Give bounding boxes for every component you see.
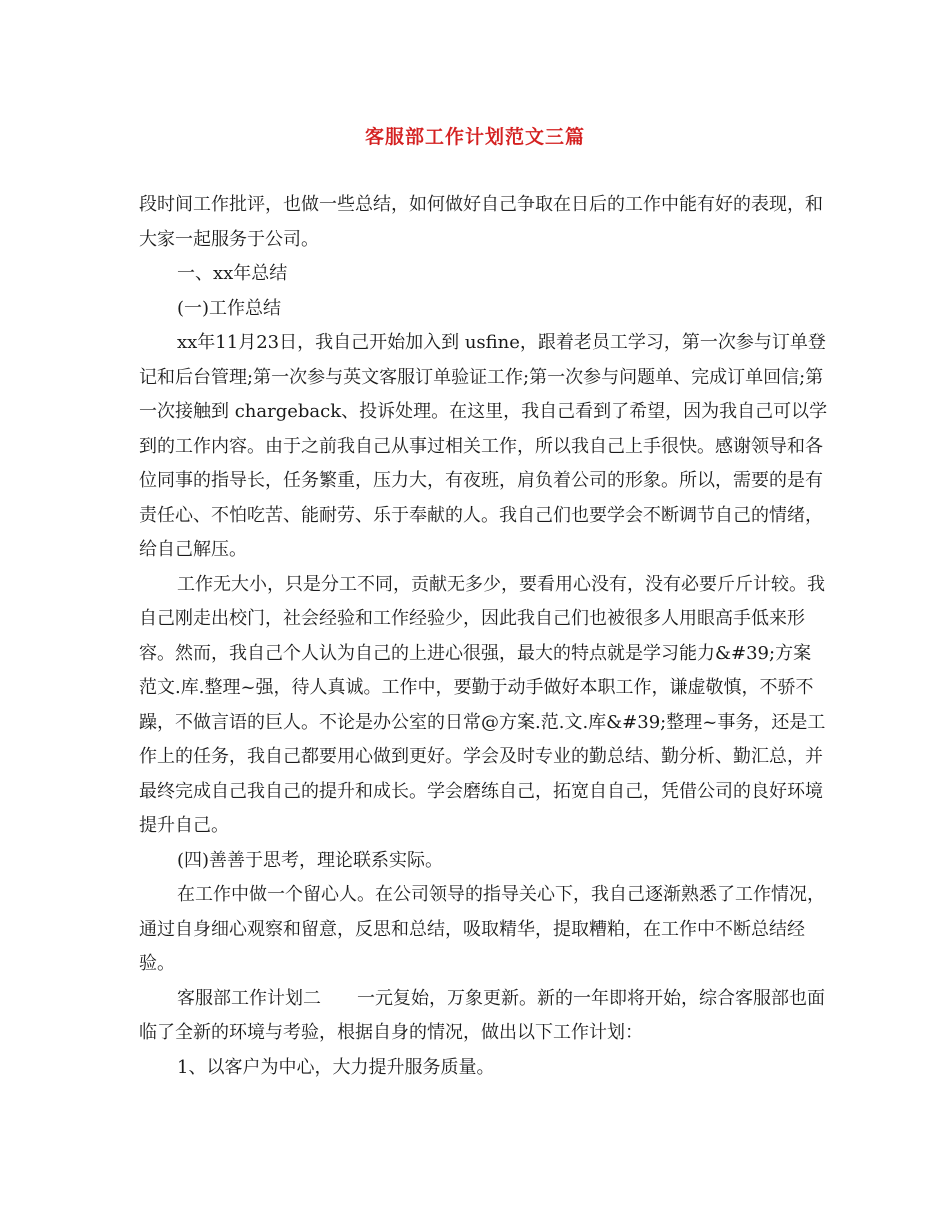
list-item-customer-centric: 1、以客户为中心，大力提升服务质量。 — [177, 1056, 495, 1078]
section-heading-summary: 一、xx年总结 — [177, 263, 288, 284]
paragraph-work-attitude: 工作无大小，只是分工不同，贡献无多少，要看用心没有，没有必要斤斤计较。我自己刚走出校门，社会经验和工作经验少，因此我自己们也被很多人用眼高手低来形容。然而，我自己个人认为自己的上进心很强，最大的特点就是学习能力&#39;方案范文.库.整理~强，待人真诚。工作中，要勤于动手做好本职工作，谦虚敬慎，不骄不躁，不做言语的巨人。不论是办公室的日常@方案.范.文.库&#39;整理~事务，还是工作上的任务，我自己都要用心做到更好。学会及时专业的勤总结、勤分析、勤汇总，并最终完成自己我自己的提升和成长。学会磨练自己，拓宽自自己，凭借公司的良好环境提升自己。 — [139, 573, 826, 836]
paragraph-plan-two-intro: 客服部工作计划二 一元复始，万象更新。新的一年即将开始，综合客服部也面临了全新的环境与考验，根据自身的情况，做出以下工作计划： — [139, 987, 825, 1043]
subsection-heading-work-summary: (一)工作总结 — [177, 297, 282, 319]
paragraph-joining-usfine: xx年11月23日，我自己开始加入到 usfine，跟着老员工学习，第一次参与订单登记和后台管理;第一次参与英文客服订单验证工作;第一次参与问题单、完成订单回信;第一次接触到 chargeback、投诉处理。在这里，我自己看到了希望，因为我自己可以学到的工作内容。由于之前我自己从事过相关工作，所以我自己上手很快。感谢领导和各位同事的指导长，任务繁重，压力大，有夜班，肩负着公司的形象。所以，需要的是有责任心、不怕吃苦、能耐劳、乐于奉献的人。我自己们也要学会不断调节自己的情绪，给自己解压。 — [139, 332, 828, 560]
subsection-heading-thinking: (四)善善于思考，理论联系实际。 — [177, 849, 444, 871]
document-body — [139, 188, 829, 1085]
paragraph-attentive-worker: 在工作中做一个留心人。在公司领导的指导关心下，我自己逐渐熟悉了工作情况，通过自身细心观察和留意，反思和总结，吸取精华，提取糟粕，在工作中不断总结经验。 — [139, 884, 825, 974]
paragraph-continuation: 段时间工作批评，也做一些总结，如何做好自己争取在日后的工作中能有好的表现，和大家一起服务于公司。 — [139, 194, 823, 250]
document-title: 客服部工作计划范文三篇 — [364, 126, 585, 148]
